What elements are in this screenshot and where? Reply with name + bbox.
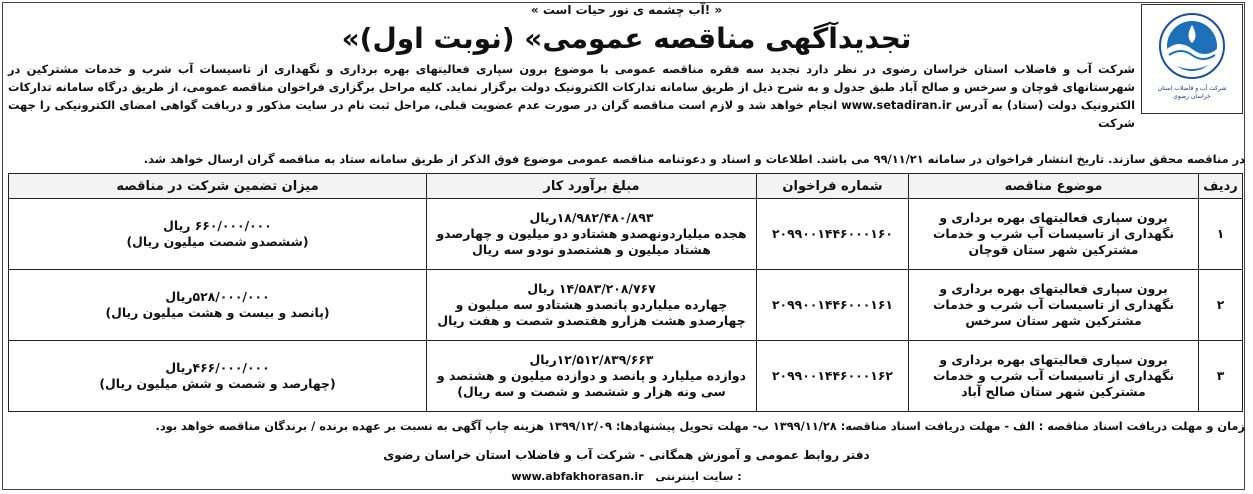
table-header-row	[9, 174, 1243, 199]
call-number: ۲۰۹۹۰۰۱۴۴۶۰۰۰۱۶۲	[757, 341, 909, 412]
company-logo	[1141, 4, 1243, 114]
website-label: سایت اینترنتی :	[655, 470, 742, 483]
tender-subject: برون سپاری فعالیتهای بهره برداری و نگهداری از تاسیسات آب شرب و خدمات مشترکین شهر ستان قوچان	[909, 199, 1199, 270]
guarantee-cell	[9, 270, 427, 341]
estimate-words: چهارده میلیاردو پانصدو هشتادو سه میلیون و چهارصدو هشت هزارو هفتصدو شصت و هفت ریال	[437, 297, 746, 328]
header-guarantee: میزان تضمین شرکت در مناقصه	[9, 174, 427, 199]
call-number: ۲۰۹۹۰۰۱۴۴۶۰۰۰۱۶۰	[757, 199, 909, 270]
header-subject: موضوع مناقصه	[909, 174, 1199, 199]
tender-table	[8, 173, 1243, 412]
website-line	[0, 470, 1253, 483]
motto: « آب چشمه ی نور حیات است! »	[530, 3, 723, 17]
guarantee-cell	[9, 341, 427, 412]
intro-paragraph-continued: در مناقصه محقق سازند. تاریخ انتشار فراخوان در سامانه ۹۹/۱۱/۲۱ می باشد. اطلاعات و اسناد و دعوتنامه مناقصه عمومی موضوع فوق الذکر از طریق سامانه ستاد به مناقصه گران ارسال خواهد شد.	[143, 152, 1245, 166]
tender-subject: برون سپاری فعالیتهای بهره برداری و نگهداری از تاسیسات آب شرب و خدمات مشترکین شهر ستان صالح آباد	[909, 341, 1199, 412]
estimate-number: ۱۴/۵۸۳/۲۰۸/۷۶۷ ریال	[527, 281, 656, 296]
estimate-words: هجده میلیاردونهصدو هشتادو دو میلیون و چهارصدو هشتاد میلیون و هشتصدو نودو سه ریال	[436, 226, 747, 257]
table-row	[9, 341, 1243, 412]
table-row	[9, 199, 1243, 270]
page-title: «تجدیدآگهی مناقصه عمومی» (نوبت اول)	[341, 22, 912, 55]
deadline-footer: زمان و مهلت دریافت اسناد مناقصه : الف - مهلت دریافت اسناد مناقصه: ۱۳۹۹/۱۱/۲۸ ب- مهلت تحویل پیشنهادها: ۱۳۹۹/۱۲/۰۹ هزینه چاپ آگهی به نسبت بر عهده برنده / برندگان مناقصه خواهد بود.	[155, 419, 1245, 433]
guarantee-words: (پانصد و بیست و هشت میلیون ریال)	[105, 305, 330, 320]
estimate-number: ۱۲/۵۱۲/۸۳۹/۶۶۳ریال	[529, 352, 654, 367]
website-url[interactable]: www.abfakhorasan.ir	[511, 470, 644, 483]
estimate-number: ۱۸/۹۸۲/۴۸۰/۸۹۳ریال	[529, 210, 654, 225]
call-number: ۲۰۹۹۰۰۱۴۴۶۰۰۰۱۶۱	[757, 270, 909, 341]
estimate-cell	[427, 270, 757, 341]
table-row	[9, 270, 1243, 341]
guarantee-cell	[9, 199, 427, 270]
estimate-cell	[427, 199, 757, 270]
estimate-words: دوازده میلیارد و پانصد و دوازده میلیون و هشتصد و سی ونه هزار و ششصد و شصت و سه ریال)	[437, 368, 746, 399]
row-number: ۳	[1199, 341, 1243, 412]
guarantee-number: ۴۶۶/۰۰۰/۰۰۰ریال	[165, 360, 270, 375]
logo-caption: شرکت آب و فاضلاب استان خراسان رضوی	[1157, 85, 1227, 100]
tender-subject: برون سپاری فعالیتهای بهره برداری و نگهداری از تاسیسات آب شرب و خدمات مشترکین شهر ستان سرخس	[909, 270, 1199, 341]
guarantee-number: ۵۲۸/۰۰۰/۰۰۰ریال	[165, 289, 270, 304]
header-estimate: مبلغ برآورد کار	[427, 174, 757, 199]
guarantee-words: (ششصدو شصت میلیون ریال)	[126, 234, 309, 249]
estimate-cell	[427, 341, 757, 412]
guarantee-words: (چهارصد و شصت و شش میلیون ریال)	[99, 376, 336, 391]
intro-paragraph: شرکت آب و فاضلاب استان خراسان رضوی در نظر دارد تجدید سه فقره مناقصه عمومی با موضوع برون سپاری فعالیتهای بهره برداری و نگهداری از تاسیسات آب شرب و خدمات مشترکین در شهرستانهای قوچان و سرخس و صالح آباد طبق جدول و به شرح ذیل از طریق سامانه تدارکات الکترونیک دولت برگزار نماید. کلیه مراحل برگزاری فراخوان مناقصه عمومی، از طریق درگاه سامانه تدارکات الکترونیک دولت (ستاد) به آدرس www.setadiran.ir انجام خواهد شد و لازم است مناقصه گران در صورت عدم عضویت قبلی، مراحل ثبت نام در سایت مذکور و دریافت گواهی امضای الکترونیکی را جهت شرکت	[8, 62, 1135, 130]
office-signature: دفتر روابط عمومی و آموزش همگانی - شرکت آب و فاضلاب استان خراسان رضوی	[383, 448, 870, 462]
row-number: ۱	[1199, 199, 1243, 270]
header-call-number: شماره فراخوان	[757, 174, 909, 199]
guarantee-number: ۶۶۰/۰۰۰/۰۰۰ ریال	[163, 218, 272, 233]
row-number: ۲	[1199, 270, 1243, 341]
header-row-number: ردیف	[1199, 174, 1243, 199]
